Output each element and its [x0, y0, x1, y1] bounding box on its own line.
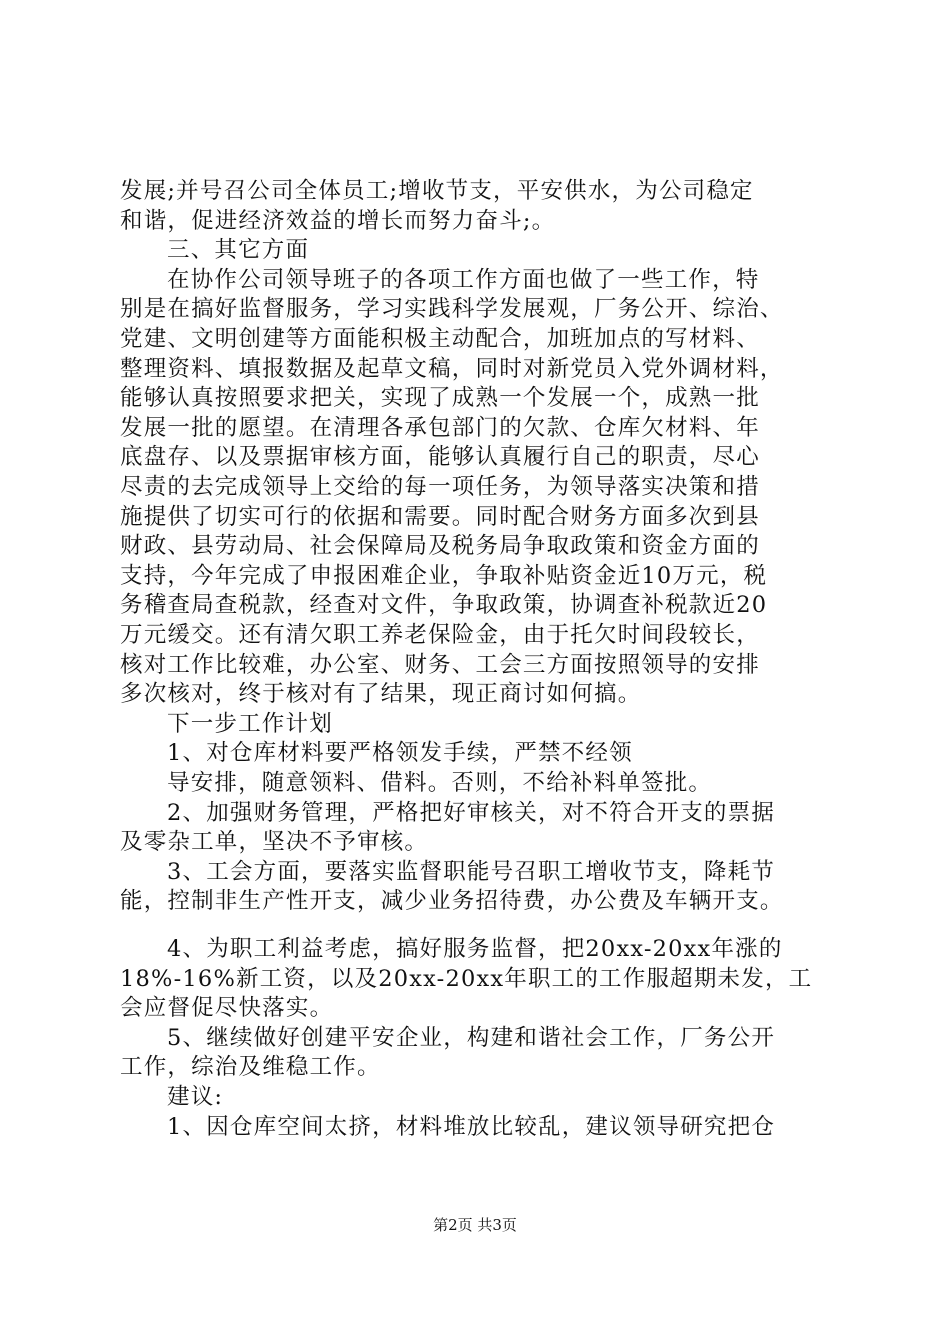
list-item: 3、工会方面，要落实监督职能号召职工增收节支，降耗节 [167, 858, 776, 885]
list-item: 1、对仓库材料要严格领发手续，严禁不经领 [167, 740, 633, 767]
text-line: 尽责的去完成领导上交给的每一项任务，为领导落实决策和措 [120, 474, 760, 500]
text-line: 多次核对，终于核对有了结果，现正商讨如何搞。 [120, 681, 642, 708]
text-line: 导安排，随意领料、借料。否则，不给补料单签批。 [167, 770, 713, 796]
text-line: 施提供了切实可行的依据和需要。同时配合财务方面多次到县 [120, 503, 760, 530]
text-line: 能，控制非生产性开支，减少业务招待费，办公费及车辆开支。 [120, 888, 784, 915]
section-heading: 建议: [167, 1084, 224, 1110]
list-item: 2、加强财务管理，严格把好审核关，对不符合开支的票据 [167, 799, 776, 826]
text-line: 财政、县劳动局、社会保障局及税务局争取政策和资金方面的 [120, 533, 760, 560]
text-line: 支持，今年完成了申报困难企业，争取补贴资金近10万元，税 [120, 562, 768, 589]
text-line: 在协作公司领导班子的各项工作方面也做了一些工作，特 [167, 266, 760, 293]
list-item: 4、为职工利益考虑，搞好服务监督，把20xx-20xx年涨的 [167, 936, 783, 962]
text-line: 发展一批的愿望。在清理各承包部门的欠款、仓库欠材料、年 [120, 414, 760, 441]
text-line: 和谐，促进经济效益的增长而努力奋斗;。 [120, 207, 556, 234]
text-line: 党建、文明创建等方面能积极主动配合，加班加点的写材料、 [120, 326, 760, 352]
section-heading: 下一步工作计划 [167, 710, 333, 737]
list-item: 5、继续做好创建平安企业，构建和谐社会工作，厂务公开 [167, 1024, 776, 1051]
text-line: 整理资料、填报数据及起草文稿，同时对新党员入党外调材料， [120, 355, 784, 382]
text-line: 及零杂工单，坚决不予审核。 [120, 829, 429, 856]
page-number-footer: 第2页 共3页 [433, 1216, 517, 1234]
text-line: 18%-16%新工资，以及20xx-20xx年职工的工作服超期未发，工 [120, 965, 813, 992]
text-line: 万元缓交。还有清欠职工养老保险金，由于托欠时间段较长， [120, 622, 760, 648]
text-line: 工作，综治及维稳工作。 [120, 1054, 381, 1081]
list-item: 1、因仓库空间太挤，材料堆放比较乱，建议领导研究把仓 [167, 1113, 776, 1140]
text-line: 核对工作比较难，办公室、财务、工会三方面按照领导的安排 [120, 651, 760, 678]
section-heading: 三、其它方面 [167, 237, 310, 264]
text-line: 会应督促尽快落实。 [120, 995, 334, 1022]
text-line: 别是在搞好监督服务，学习实践科学发展观，厂务公开、综治、 [120, 296, 784, 323]
text-line: 能够认真按照要求把关，实现了成熟一个发展一个，成熟一批 [120, 385, 760, 412]
text-line: 务稽查局查税款，经查对文件，争取政策，协调查补税款近20 [120, 592, 768, 619]
text-line: 发展;并号召公司全体员工;增收节支，平安供水，为公司稳定 [120, 178, 754, 204]
text-line: 底盘存、以及票据审核方面，能够认真履行自己的职责，尽心 [120, 444, 760, 471]
